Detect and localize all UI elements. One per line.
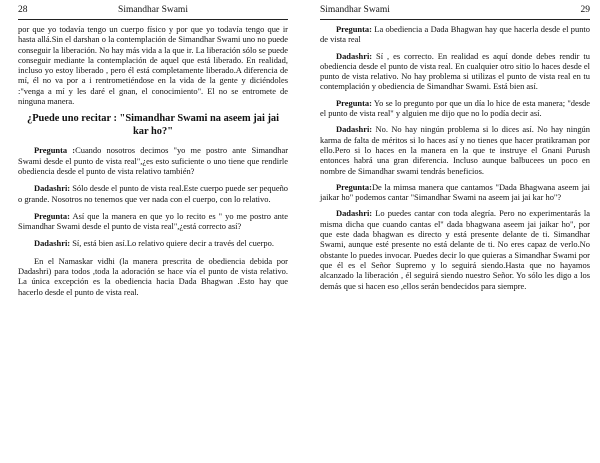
speaker-label: Dadashri: (34, 238, 71, 249)
speaker-label: Dadashri: (336, 50, 373, 61)
question-paragraph (18, 145, 288, 176)
speaker-label: Pregunta: (336, 97, 372, 108)
left-page (18, 0, 288, 463)
speaker-label: Pregunta: (336, 181, 372, 192)
speaker-label: Pregunta : (34, 145, 76, 156)
right-page-number: 29 (580, 5, 590, 15)
speaker-label: Pregunta: (336, 24, 372, 34)
continuation-paragraph: por que yo todavía tengo un cuerpo físico y por que yo todavía tengo que ir hasta allá.Sin el darshan o la contemplación de Simandhar Swami uno no puede conseguir la liberación. No hay más vida a la que ir. La liberación sólo se puede conseguir mediante la contemplación de aquel que está liberado. En realidad, incluso yo estoy liberado , pero él está completamente liberado.A diferencia de mí, él no va por a i rentrometiéndose en la vida de la gente y diciéndoles :"venga a mí y les daré el gnan, el conocimiento". El no se entromete de ninguna manera. (18, 24, 288, 107)
answer-paragraph (320, 208, 590, 290)
question-paragraph (320, 24, 590, 45)
left-page-header (18, 3, 288, 17)
right-running-title: Simandhar Swami (320, 5, 390, 15)
answer-text: Lo puedes cantar con toda alegría. Pero no experimentarás la misma dicha que cuando cantas el" dada bhagwana aseem jai jaikar ho", por que este dada bhagwan es directo y está presente delante de ti. Simandhar Swami, aunque esté presente no está delante de ti. No eres capaz de verlo.No obstante lo puedes invocar. Puedes decir lo que quieras a Simandhar Swami por que él es el Señor Supremo y lo seguirá siendo.Hasta que no hayamos alcanzado la liberación , él seguirá siendo nuestro Señor. Yo sólo les digo a los demás que si hacen eso ,ellos serán bendecidos para siempre. (320, 208, 590, 291)
answer-text: Sólo desde el punto de vista real.Este cuerpo puede ser pequeño o grande. Nosotros no tenemos que ver nada con el cuerpo, con lo relativo. (18, 183, 289, 204)
closing-paragraph: En el Namaskar vidhi (la manera prescrita de obediencia debida por Dadashri) para todos ,toda la adoración se hace vía el punto de vista relativo. La única excepción es la obediencia hacia Dada Bhagwan .Esto hay que hacerlo desde el punto de vista real. (18, 255, 288, 297)
speaker-label: Dadashri: (336, 124, 373, 135)
speaker-label: Dadashri: (34, 183, 71, 194)
speaker-label: Dadashri: (336, 208, 373, 219)
section-heading: ¿Puede uno recitar : "Simandhar Swami na aseem jai jai kar ho?" (27, 113, 279, 137)
answer-text: No. No hay ningún problema si lo dices así. No hay ningún karma de falta de méritos si lo haces así y no tienes que hacer pratikraman por ello.Pero si lo haces en la manera en la que te instruye el Gnani Purush entonces habrá una gran diferencia. Incluso aunque balbucees un poco en nombre de Simandhar swami tendrás beneficios. (320, 124, 590, 176)
right-page-header (320, 3, 590, 17)
question-paragraph (18, 211, 288, 232)
answer-text: Sí , es correcto. En realidad es aquí donde debes rendir tu obediencia desde el punto de vista real. En cualquier otro sitio lo haces desde el punto de vista relativo. No hay problema si utilizas el punto de vista real en tu contemplación y obediencia de Simandhar Swami. Está bien así. (320, 50, 590, 92)
answer-text: Sí, está bien así.Lo relativo quiere decir a través del cuerpo. (70, 238, 274, 249)
answer-paragraph (18, 183, 288, 204)
left-running-title: Simandhar Swami (118, 5, 188, 15)
question-text: La obediencia a Dada Bhagwan hay que hacerla desde el punto de vista real (320, 24, 590, 45)
right-page (320, 0, 590, 463)
question-paragraph (320, 182, 590, 203)
right-page-body (320, 24, 590, 297)
question-text: Cuando nosotros decimos "yo me postro ante Simandhar Swami desde el punto de vista real",¿es esto suficiente o uno tiene que rendirle obediencia desde el punto de vista relativo también? (18, 145, 289, 176)
question-text: Así que la manera en que yo lo recito es " yo me postro ante Simandhar Swami desde el punto de vista real",¿está correcto así? (18, 210, 288, 232)
answer-paragraph (320, 51, 590, 92)
left-header-rule (18, 19, 288, 20)
answer-paragraph (18, 238, 288, 248)
left-page-body (18, 24, 288, 304)
answer-paragraph (320, 124, 590, 175)
left-page-number: 28 (18, 5, 28, 15)
question-paragraph (320, 98, 590, 119)
question-text: Yo se lo pregunto por que un día lo hice de esta manera; "desde el punto de vista real" y alguien me dijo que no lo podía decir así. (320, 97, 590, 119)
speaker-label: Pregunta: (34, 210, 70, 221)
question-text: De la mimsa manera que cantamos "Dada Bhagwana aseem jai jaikar ho" podemos cantar "Simandhar Swami na aseem jai jai kar ho"? (320, 181, 590, 203)
right-header-rule (320, 19, 590, 20)
